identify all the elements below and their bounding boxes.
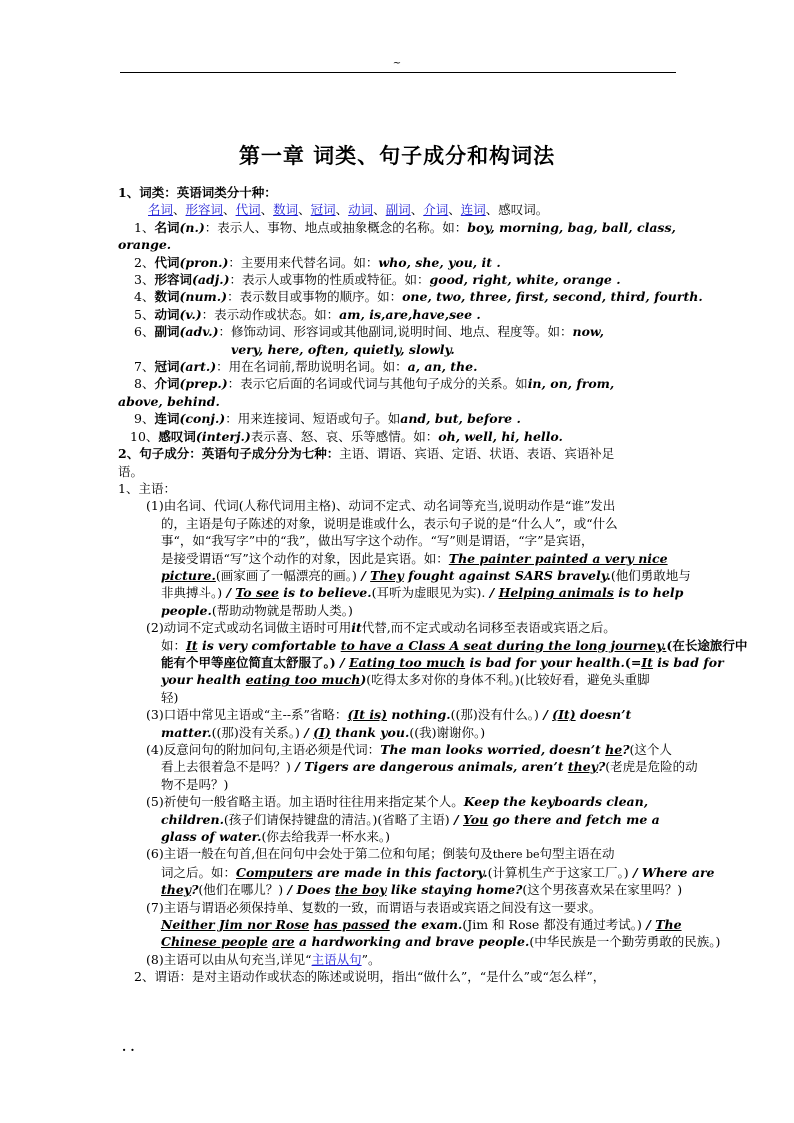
word-class-item: 7、冠词(art.)：用在名词前,帮助说明名词。如：a, an, the. [134,359,478,375]
subject-rule-1-cont: people.(帮助动物就是帮助人类。) [161,602,353,618]
subject-rule-1-cont: 的，主语是句子陈述的对象，说明是谁或什么，表示句子说的是“什么人”，或“什么 [161,515,618,531]
subject-rule-4: (4)反意问句的附加问句,主语必须是代词：The man looks worried, doesn’t he?(这个人 [146,742,672,757]
subject-rule-1-cont: 非典搏斗。) / To see is to believe.(耳听为虚眼见为实). / Helping animals is to help [161,585,684,601]
page-title: 第一章 词类、句子成分和构词法 [238,143,556,168]
subject-rule-7-cont: Neither Jim nor Rose has passed the exam.(Jim 和 Rose 都没有通过考试。) / The [161,917,682,933]
subject-subheading: 1、主语： [118,480,176,496]
subject-rule-2-cont: 能有个甲等座位简直太舒服了。) / Eating too much is bad for your health.(=It is bad for [161,654,724,670]
header-rule [120,72,676,73]
link-adjective[interactable]: 形容词 [185,202,224,218]
section2-heading-cont: 语。 [118,463,144,479]
subject-rule-1-cont: 事“，如“我写字”中的“我”，做出写字这个动作。“写”则是谓语，“字”是宾语， [161,533,594,549]
subject-rule-6-cont: they?(他们在哪儿？) / Does the boy like staying home?(这个男孩喜欢呆在家里吗？) [161,882,683,898]
word-class-item: 5、动词(v.)：表示动作或状态。如：am, is,are,have,see . [134,306,481,322]
subject-rule-4-cont: 物不是吗？) [161,776,229,792]
subject-rule-5: (5)祈使句一般省略主语。加主语时往往用来指定某个人。Keep the keyboards clean, [146,794,649,810]
section2-heading: 2、句子成分：英语句子成分分为七种：主语、谓语、宾语、定语、状语、表语、宾语补足 [118,446,615,462]
subject-rule-2-cont: 如：It is very comfortable to have a Class A seat during the long journey.(在长途旅行中 [161,637,748,653]
word-class-item-cont: very, here, often, quietly, slowly. [231,341,455,357]
word-class-item: 1、名词(n.)：表示人、事物、地点或抽象概念的名称。如：boy, morning, bag, ball, class, [134,219,676,235]
word-class-item: 3、形容词(adj.)：表示人或事物的性质或特征。如：good, right, white, orange . [134,272,621,288]
link-pronoun[interactable]: 代词 [235,202,261,218]
section1-heading: 1、词类：英语词类分十种： [118,185,277,200]
subject-rule-2: (2)动词不定式或动名词做主语时可用it代替,而不定式或动名词移至表语或宾语之后。 [146,620,616,636]
link-noun[interactable]: 名词 [148,202,174,218]
subject-rule-2-cont: your health eating too much)(吃得太多对你的身体不利。)(比较好看，避免头重脚 [161,672,650,688]
word-class-item: 10、感叹词(interj.)表示喜、怒、哀、乐等感情。如：oh, well, hi, hello. [130,428,563,444]
word-class-item: 8、介词(prep.)：表示它后面的名词或代词与其他句子成分的关系。如in, on, from, [134,376,615,392]
subject-rule-1: (1)由名词、代词(人称代词用主格)、动词不定式、动名词等充当,说明动作是“谁”发出 [146,498,616,514]
footer-dots: . . [122,1040,135,1054]
link-verb[interactable]: 动词 [348,202,374,218]
document-body [118,184,748,986]
link-subject-clause[interactable]: 主语从句 [311,951,362,967]
subject-rule-3: (3)口语中常见主语或“主--系”省略：(It is) nothing.((那)没有什么。) / (It) doesn’t [146,707,632,723]
subject-rule-1-cont: picture.(画家画了一幅漂亮的画。) / They fought against SARS bravely.(他们勇敢地与 [161,567,691,583]
word-class-item-cont: orange. [118,237,172,253]
link-conjunction[interactable]: 连词 [460,202,486,218]
word-class-item: 6、副词(adv.)：修饰动词、形容词或其他副词,说明时间、地点、程度等。如：now, [134,324,605,340]
subject-rule-5-cont: glass of water.(你去给我弄一杯水来。) [161,829,390,845]
subject-rule-7: (7)主语与谓语必须保持单、复数的一致，而谓语与表语或宾语之间没有这一要求。 [146,899,602,915]
predicate-subheading: 2、谓语：是对主语动作或状态的陈述或说明，指出“做什么”，“是什么”或“怎么样”， [134,969,606,985]
subject-rule-6: (6)主语一般在句首,但在问句中会处于第二位和句尾；倒装句及there be句型主语在动 [146,846,615,862]
link-article[interactable]: 冠词 [310,202,336,218]
link-preposition[interactable]: 介词 [423,202,449,218]
word-class-item: 9、连词(conj.)：用来连接词、短语或句子。如and, but, before . [134,411,521,427]
header-mark: ~ [392,58,402,69]
subject-rule-4-cont: 看上去很着急不是吗？) / Tigers are dangerous animals, aren’t they?(老虎是危险的动 [161,759,698,775]
subject-rule-5-cont: children.(孩子们请保持键盘的清洁。)(省略了主语) / You go there and fetch me a [161,811,660,827]
subject-rule-7-cont: Chinese people are a hardworking and brave people.(中华民族是一个勤劳勇敢的民族。) [161,934,721,950]
subject-rule-8: (8)主语可以由从句充当,详见“主语从句”。 [146,951,381,967]
word-class-item: 4、数词(num.)：表示数目或事物的顺序。如：one, two, three, first, second, third, fourth. [134,289,703,305]
subject-rule-3-cont: matter.((那)没有关系。) / (I) thank you.((我)谢谢你。) [161,724,486,740]
word-class-item-cont: above, behind. [118,393,220,409]
word-class-links: 名词、形容词、代词、数词、冠词、动词、副词、介词、连词、感叹词。 [148,202,549,218]
word-class-item: 2、代词(pron.)：主要用来代替名词。如：who, she, you, it . [134,254,501,270]
subject-rule-1-cont: 是接受谓语“写”这个动作的对象，因此是宾语。如：The painter painted a very nice [161,550,668,566]
subject-rule-2-cont: 轻) [161,689,179,705]
link-numeral[interactable]: 数词 [273,202,299,218]
subject-rule-6-cont: 词之后。如：Computers are made in this factory.(计算机生产于这家工厂。) / Where are [161,864,715,880]
link-adverb[interactable]: 副词 [385,202,411,218]
